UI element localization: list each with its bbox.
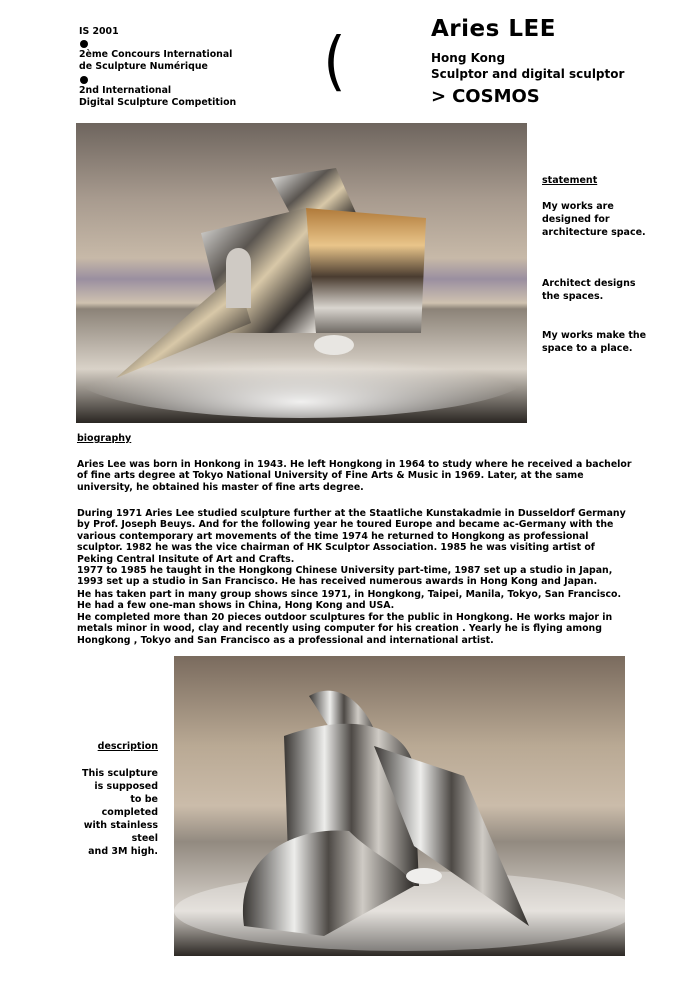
description-line: with stainless [83, 820, 158, 831]
sculpture-render-1 [76, 123, 527, 423]
event-name-en-2: Digital Sculpture Competition [79, 96, 237, 108]
bracket-glyph: ( [323, 25, 346, 99]
event-name-fr-1: 2ème Concours International [79, 49, 233, 61]
statement-heading: statement [542, 175, 598, 186]
description-text [70, 767, 158, 858]
biography-paragraph: He completed more than 20 pieces outdoor sculptures for the public in Hongkong. He works major in metals minor in wood, clay and recently using computer for his creation . Yearly he is flying among Hongkong , Tokyo and San Francisco as a professional and international artist. [77, 612, 613, 646]
description-line: is supposed [94, 781, 158, 792]
work-title-text: COSMOS [452, 86, 540, 107]
description-line: steel [131, 833, 158, 844]
description-line: to be [130, 794, 158, 805]
statement-paragraph: My works make the space to a place. [542, 330, 647, 354]
statement-paragraph: Architect designs the spaces. [542, 278, 636, 302]
event-info [79, 26, 279, 109]
biography-paragraph: He has taken part in many group shows since 1971, in Hongkong, Taipei, Manila, Tokyo, San Francisco. He had a few one-man shows in China, Hong Kong and USA. [77, 589, 622, 612]
description-line: and 3M high. [88, 846, 158, 857]
biography-paragraph: 1977 to 1985 he taught in the Hongkong Chinese University part-time, 1987 set up a studio in Japan, 1993 set up a studio in San Francisco. He has received numerous awards in Hong Kong and Japan. [77, 565, 613, 588]
event-name-en-1: 2nd International [79, 84, 172, 96]
biography-paragraph: During 1971 Aries Lee studied sculpture further at the Staatliche Kunstakadmie in Dusseldorf Germany by Prof. Joseph Beuys. And for the following year he toured Europe and became ac-Germany with the various contemporary art movements of the time 1974 he returned to Hongkong as professional sculptor. 1982 he was the vice chairman of HK Sculptor Association. 1985 he was visiting artist of Peking Central Insitute of Art and Crafts. [77, 508, 626, 565]
arrow-icon: > [431, 86, 447, 107]
event-code: IS 2001 [79, 26, 119, 37]
bullet-dot-icon [80, 40, 88, 48]
description-heading: description [97, 741, 158, 752]
event-name-fr-2: de Sculpture Numérique [79, 61, 208, 73]
biography-paragraph: Aries Lee was born in Honkong in 1943. He left Hongkong in 1964 to study where he received a bachelor of fine arts degree at Tokyo National University of Fine Arts & Music in 1969. Later, at the same university, he obtained his master of fine arts degree. [77, 459, 632, 493]
statement-paragraph: My works are designed for architecture space. [542, 201, 646, 238]
biography-heading: biography [77, 433, 132, 444]
sculpture-render-2 [174, 656, 625, 956]
description-line: completed [101, 807, 158, 818]
artist-city: Hong Kong [431, 51, 506, 65]
bullet-dot-icon [80, 76, 88, 84]
description-line: This sculpture [82, 768, 158, 779]
artist-name: Aries LEE [431, 16, 556, 42]
work-title [431, 86, 540, 107]
artist-role: Sculptor and digital sculptor [431, 67, 625, 81]
